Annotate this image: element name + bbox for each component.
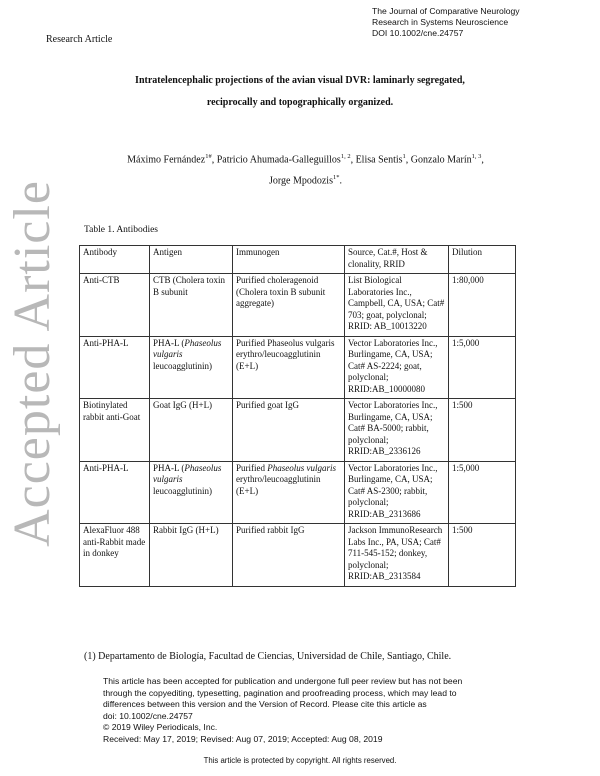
- cell-source: Vector Laboratories Inc., Burlingame, CA, USA; Cat# BA-5000; rabbit, polyclonal; RRID:AB_2336126: [345, 399, 449, 462]
- species-name: Phaseolus vulgaris: [267, 462, 336, 473]
- cell-dilution: 1:500: [449, 399, 516, 462]
- cell-immunogen: Purified rabbit IgG: [233, 524, 345, 587]
- cell-antibody: Anti-PHA-L: [80, 336, 150, 399]
- author-affiliation-marker: 1, 2: [340, 153, 351, 160]
- cell-source: Vector Laboratories Inc., Burlingame, CA, USA; Cat# AS-2300; rabbit, polyclonal; RRID:AB_2313686: [345, 461, 449, 524]
- cell-antigen: CTB (Cholera toxin B subunit: [150, 274, 233, 337]
- notice-line: Received: May 17, 2019; Revised: Aug 07, 2019; Accepted: Aug 08, 2019: [103, 733, 383, 744]
- antigen-text: leucoagglutinin): [153, 485, 212, 496]
- author-name: Máximo Fernández: [127, 154, 206, 166]
- cell-immunogen: Purified Phaseolus vulgaris erythro/leucoagglutinin (E+L): [233, 336, 345, 399]
- cell-immunogen: Purified goat IgG: [233, 399, 345, 462]
- author-name: Patricio Ahumada-Galleguillos: [216, 154, 341, 166]
- antigen-text: leucoagglutinin): [153, 360, 212, 371]
- journal-subtitle: Research in Systems Neuroscience: [372, 17, 509, 27]
- article-title: [80, 70, 520, 114]
- affiliation: (1) Departamento de Biología, Facultad de Ciencias, Universidad de Chile, Santiago, Chile.: [84, 651, 452, 662]
- author-name: Gonzalo Marín: [410, 154, 472, 166]
- species-name: Phaseolus vulgaris: [153, 462, 222, 484]
- author-affiliation-marker: 1, 3: [471, 153, 482, 160]
- watermark-text: Accepted Article: [3, 179, 61, 547]
- author-affiliation-marker: 1: [402, 153, 406, 160]
- cell-source: Jackson ImmunoResearch Labs Inc., PA, USA; Cat# 711-545-152; donkey, polyclonal; RRID:AB_2313584: [345, 524, 449, 587]
- author-list: [78, 148, 533, 191]
- column-header: Source, Cat.#, Host & clonality, RRID: [345, 246, 449, 274]
- antigen-text: PHA-L (: [153, 462, 185, 473]
- author-name: Jorge Mpodozis: [269, 175, 333, 187]
- notice-line: differences between this version and the Version of Record. Please cite this article as: [103, 699, 427, 709]
- cell-antibody: Anti-PHA-L: [80, 461, 150, 524]
- column-header: Immunogen: [233, 246, 345, 274]
- cell-dilution: 1:500: [449, 524, 516, 587]
- journal-doi: DOI 10.1002/cne.24757: [372, 28, 464, 38]
- table-row: [80, 461, 516, 524]
- cell-dilution: 1:5,000: [449, 461, 516, 524]
- notice-line: This article has been accepted for publication and undergone full peer review but has not been: [103, 676, 463, 686]
- journal-header: [372, 6, 520, 39]
- antibodies-table: [79, 245, 516, 587]
- author-separator: ,: [405, 154, 411, 166]
- author-affiliation-marker: 1*: [332, 174, 340, 182]
- cell-antigen: Goat IgG (H+L): [150, 399, 233, 462]
- author-line-1: [78, 148, 533, 169]
- author-separator: ,: [481, 154, 484, 166]
- notice-line: through the copyediting, typesetting, pagination and proofreading process, which may lead to: [103, 687, 457, 698]
- journal-name: The Journal of Comparative Neurology: [372, 6, 520, 16]
- cell-source: Vector Laboratories Inc., Burlingame, CA, USA; Cat# AS-2224; goat, polyclonal; RRID:AB_10000080: [345, 336, 449, 399]
- author-separator: .: [339, 175, 342, 187]
- species-name: Phaseolus vulgaris: [153, 337, 222, 359]
- column-header: Antibody: [80, 246, 150, 274]
- author-affiliation-marker: 1#: [205, 153, 212, 160]
- acceptance-notice: [103, 676, 462, 745]
- author-name: Elisa Sentis: [355, 154, 403, 166]
- table-row: [80, 399, 516, 462]
- table-caption: Table 1. Antibodies: [84, 225, 159, 235]
- author-separator: ,: [350, 154, 356, 166]
- antigen-text: PHA-L (: [153, 337, 185, 348]
- cell-antigen: [150, 461, 233, 524]
- section-label: Research Article: [46, 34, 113, 45]
- cell-dilution: 1:80,000: [449, 274, 516, 337]
- cell-source: List Biological Laboratories Inc., Campbell, CA, USA; Cat# 703; goat, polyclonal; RRID: AB_10013220: [345, 274, 449, 337]
- cell-antibody: AlexaFluor 488 anti-Rabbit made in donkey: [80, 524, 150, 587]
- cell-immunogen: [233, 461, 345, 524]
- author-line-2: [78, 169, 533, 190]
- table-row: [80, 336, 516, 399]
- column-header: Antigen: [150, 246, 233, 274]
- immunogen-text: Purified: [236, 462, 268, 473]
- accepted-article-watermark: [3, 138, 61, 588]
- title-line-2: reciprocally and topographically organized.: [206, 97, 394, 108]
- cell-dilution: 1:5,000: [449, 336, 516, 399]
- table-row: [80, 524, 516, 587]
- author-separator: ,: [211, 154, 217, 166]
- table-header-row: [80, 246, 516, 274]
- title-line-1: Intratelencephalic projections of the avian visual DVR: laminarly segregated,: [135, 75, 465, 86]
- cell-immunogen: Purified choleragenoid (Cholera toxin B subunit aggregate): [233, 274, 345, 337]
- cell-antigen: Rabbit IgG (H+L): [150, 524, 233, 587]
- cell-antibody: Anti-CTB: [80, 274, 150, 337]
- notice-line: © 2019 Wiley Periodicals, Inc.: [103, 722, 218, 732]
- cell-antibody: Biotinylated rabbit anti-Goat: [80, 399, 150, 462]
- cell-antigen: [150, 336, 233, 399]
- immunogen-text: erythro/leucoagglutinin (E+L): [236, 474, 321, 496]
- table-row: [80, 274, 516, 337]
- notice-line: doi: 10.1002/cne.24757: [103, 710, 193, 721]
- column-header: Dilution: [449, 246, 516, 274]
- copyright-footer: This article is protected by copyright. All rights reserved.: [203, 756, 397, 765]
